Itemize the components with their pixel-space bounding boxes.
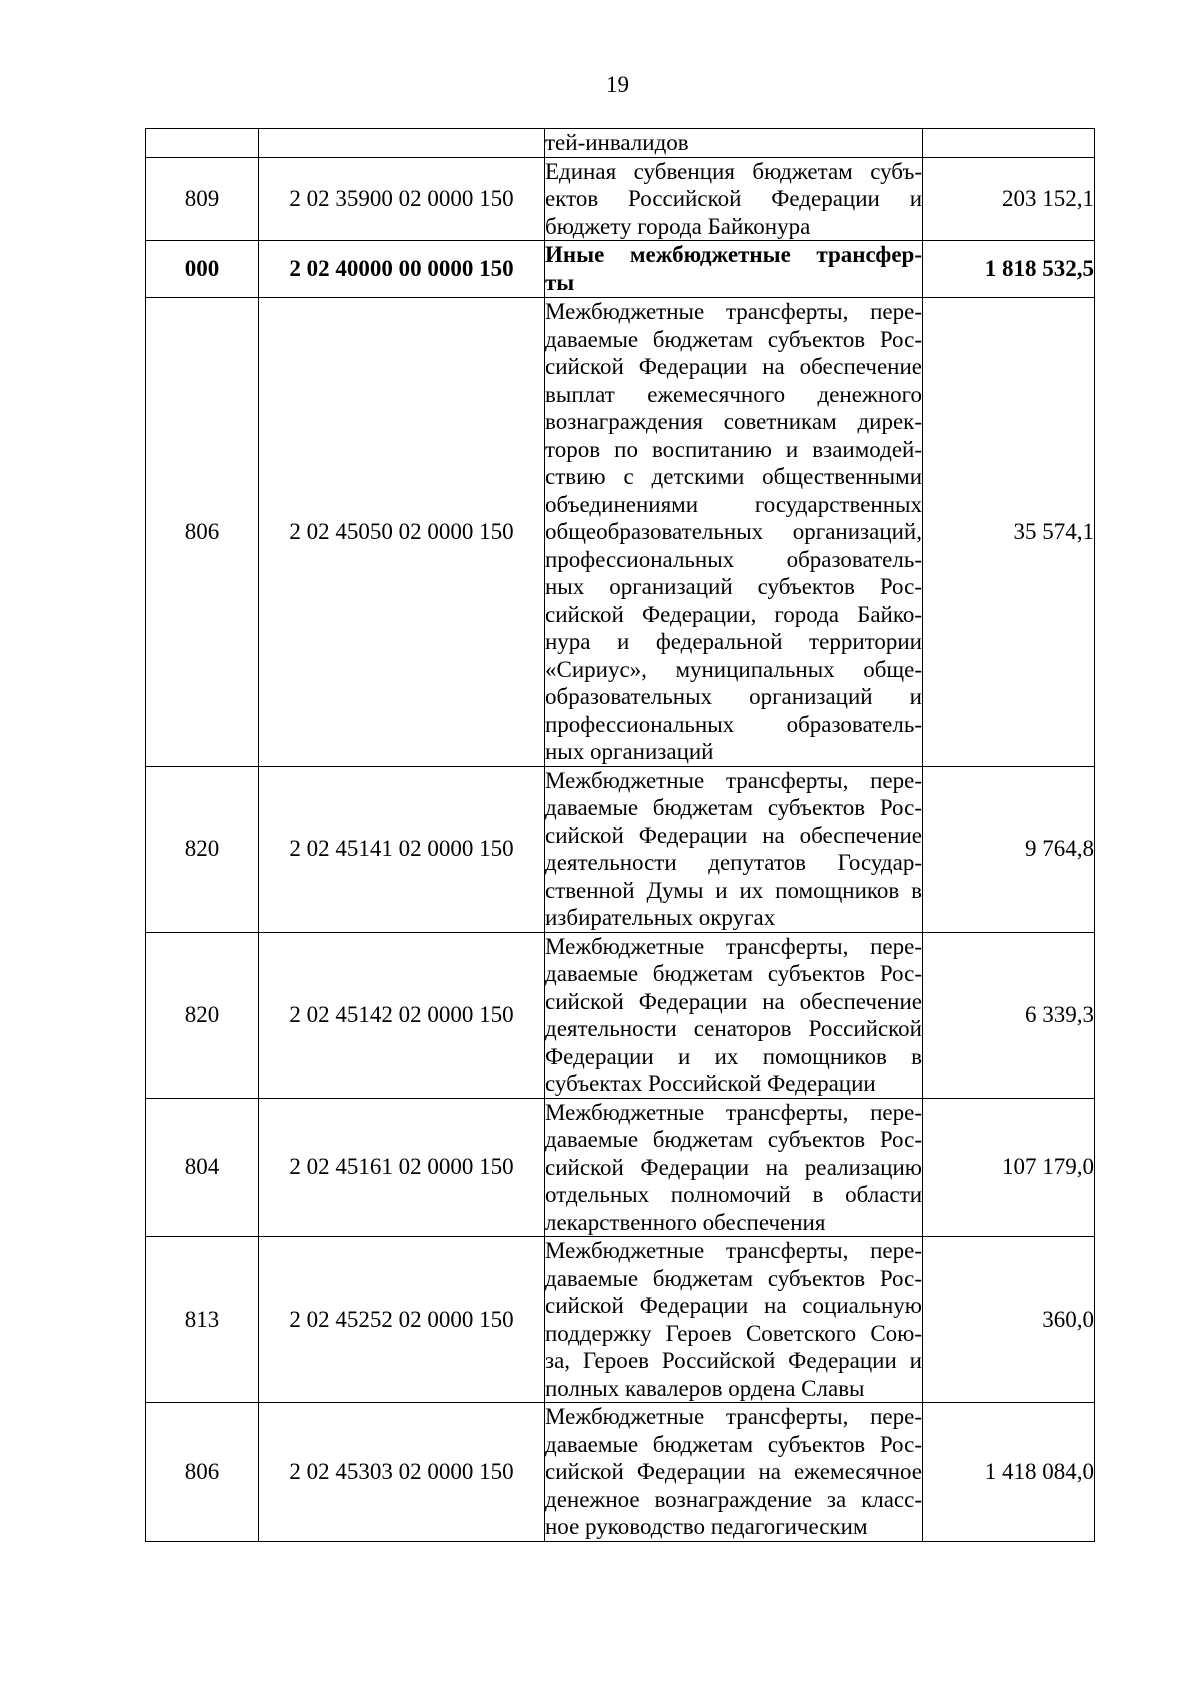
description-line: сийской Федерации на социальную bbox=[545, 1293, 922, 1318]
amount-cell: 1 818 532,5 bbox=[923, 241, 1095, 298]
amount-cell: 1 418 084,0 bbox=[923, 1403, 1095, 1542]
description-line: сийской Федерации на ежемесячное bbox=[545, 1459, 922, 1484]
description-line: образовательных организаций и bbox=[545, 684, 922, 709]
description-line: сийской Федерации на реализацию bbox=[545, 1154, 922, 1180]
description-line: ектов Российской Федерации и bbox=[545, 186, 922, 211]
description-cell bbox=[545, 298, 923, 767]
admin-code-cell: 806 bbox=[146, 1403, 259, 1542]
admin-code-cell: 806 bbox=[146, 298, 259, 767]
description-line: тей-инвалидов bbox=[545, 130, 689, 155]
description-line: Федерации и их помощников в bbox=[545, 1043, 922, 1069]
description-line: выплат ежемесячного денежного bbox=[545, 381, 922, 407]
description-line: Иные межбюджетные трансфер- bbox=[545, 242, 922, 267]
table-row bbox=[146, 932, 1095, 1098]
description-cell bbox=[545, 157, 923, 241]
description-line: даваемые бюджетам субъектов Рос- bbox=[545, 961, 922, 986]
description-cell bbox=[545, 129, 923, 158]
description-line: торов по воспитанию и взаимодей- bbox=[545, 436, 922, 462]
budget-revenue-table bbox=[145, 128, 1095, 1542]
table-row bbox=[146, 157, 1095, 241]
description-line: даваемые бюджетам субъектов Рос- bbox=[545, 326, 922, 352]
description-line: ных организаций субъектов Рос- bbox=[545, 574, 922, 599]
description-line: сийской Федерации, города Байко- bbox=[545, 601, 922, 627]
table-row bbox=[146, 298, 1095, 767]
table-row bbox=[146, 1098, 1095, 1237]
description-cell bbox=[545, 932, 923, 1098]
description-cell bbox=[545, 241, 923, 298]
description-cell bbox=[545, 1403, 923, 1542]
description-line: деятельности сенаторов Российской bbox=[545, 1016, 922, 1041]
description-line: бюджету города Байконура bbox=[545, 213, 811, 239]
description-line: полных кавалеров ордена Славы bbox=[545, 1375, 865, 1401]
amount-cell: 360,0 bbox=[923, 1237, 1095, 1403]
description-line: даваемые бюджетам субъектов Рос- bbox=[545, 795, 922, 820]
description-line: даваемые бюджетам субъектов Рос- bbox=[545, 1127, 922, 1152]
description-line: профессиональных образователь- bbox=[545, 546, 922, 572]
table-row bbox=[146, 766, 1095, 932]
description-line: Межбюджетные трансферты, пере- bbox=[545, 767, 922, 793]
description-line: Межбюджетные трансферты, пере- bbox=[545, 933, 922, 959]
table-body bbox=[146, 129, 1095, 1542]
budget-classification-code-cell: 2 02 35900 02 0000 150 bbox=[259, 157, 545, 241]
description-cell bbox=[545, 1237, 923, 1403]
description-line: Единая субвенция бюджетам субъ- bbox=[545, 158, 922, 184]
budget-classification-code-cell: 2 02 45161 02 0000 150 bbox=[259, 1098, 545, 1237]
description-line: Межбюджетные трансферты, пере- bbox=[545, 299, 922, 324]
admin-code-cell: 820 bbox=[146, 766, 259, 932]
description-line: Межбюджетные трансферты, пере- bbox=[545, 1404, 922, 1429]
description-line: «Сириус», муниципальных обще- bbox=[545, 656, 922, 682]
budget-classification-code-cell: 2 02 45142 02 0000 150 bbox=[259, 932, 545, 1098]
description-line: Межбюджетные трансферты, пере- bbox=[545, 1099, 922, 1125]
description-line: вознаграждения советникам дирек- bbox=[545, 409, 922, 434]
budget-classification-code-cell: 2 02 45303 02 0000 150 bbox=[259, 1403, 545, 1542]
description-line: объединениями государственных bbox=[545, 491, 922, 517]
admin-code-cell: 809 bbox=[146, 157, 259, 241]
description-line: денежное вознаграждение за класс- bbox=[545, 1486, 922, 1512]
budget-classification-code-cell: 2 02 45252 02 0000 150 bbox=[259, 1237, 545, 1403]
amount-cell: 9 764,8 bbox=[923, 766, 1095, 932]
table-row bbox=[146, 241, 1095, 298]
admin-code-cell: 804 bbox=[146, 1098, 259, 1237]
description-line: за, Героев Российской Федерации и bbox=[545, 1348, 922, 1373]
description-line: поддержку Героев Советского Сою- bbox=[545, 1320, 922, 1346]
description-line: сийской Федерации на обеспечение bbox=[545, 822, 922, 848]
description-line: субъектах Российской Федерации bbox=[545, 1071, 876, 1096]
description-line: Межбюджетные трансферты, пере- bbox=[545, 1238, 922, 1263]
budget-classification-code-cell: 2 02 40000 00 0000 150 bbox=[259, 241, 545, 298]
amount-cell: 203 152,1 bbox=[923, 157, 1095, 241]
description-line: избирательных округах bbox=[545, 905, 776, 930]
admin-code-cell bbox=[146, 129, 259, 158]
description-line: ное руководство педагогическим bbox=[545, 1514, 868, 1539]
amount-cell bbox=[923, 129, 1095, 158]
description-line: сийской Федерации на обеспечение bbox=[545, 988, 922, 1014]
description-cell bbox=[545, 766, 923, 932]
amount-cell: 35 574,1 bbox=[923, 298, 1095, 767]
admin-code-cell: 813 bbox=[146, 1237, 259, 1403]
amount-cell: 6 339,3 bbox=[923, 932, 1095, 1098]
page-number: 19 bbox=[606, 72, 629, 97]
description-line: деятельности депутатов Государ- bbox=[545, 850, 922, 875]
description-line: нура и федеральной территории bbox=[545, 629, 922, 654]
table-row bbox=[146, 1237, 1095, 1403]
description-cell bbox=[545, 1098, 923, 1237]
description-line: даваемые бюджетам субъектов Рос- bbox=[545, 1431, 922, 1457]
budget-classification-code-cell: 2 02 45141 02 0000 150 bbox=[259, 766, 545, 932]
admin-code-cell: 000 bbox=[146, 241, 259, 298]
description-line: профессиональных образователь- bbox=[545, 711, 922, 737]
description-line: сийской Федерации на обеспечение bbox=[545, 354, 922, 379]
description-line: общеобразовательных организаций, bbox=[545, 519, 922, 544]
description-line: ствию с детскими общественными bbox=[545, 464, 922, 489]
budget-classification-code-cell bbox=[259, 129, 545, 158]
description-line: лекарственного обеспечения bbox=[545, 1209, 826, 1235]
description-line: ных организаций bbox=[545, 739, 714, 764]
description-line: ты bbox=[545, 270, 575, 295]
description-line: ственной Думы и их помощников в bbox=[545, 877, 922, 903]
table-row bbox=[146, 129, 1095, 158]
amount-cell: 107 179,0 bbox=[923, 1098, 1095, 1237]
description-line: даваемые бюджетам субъектов Рос- bbox=[545, 1265, 922, 1291]
table-row bbox=[146, 1403, 1095, 1542]
budget-classification-code-cell: 2 02 45050 02 0000 150 bbox=[259, 298, 545, 767]
description-line: отдельных полномочий в области bbox=[545, 1182, 922, 1207]
admin-code-cell: 820 bbox=[146, 932, 259, 1098]
